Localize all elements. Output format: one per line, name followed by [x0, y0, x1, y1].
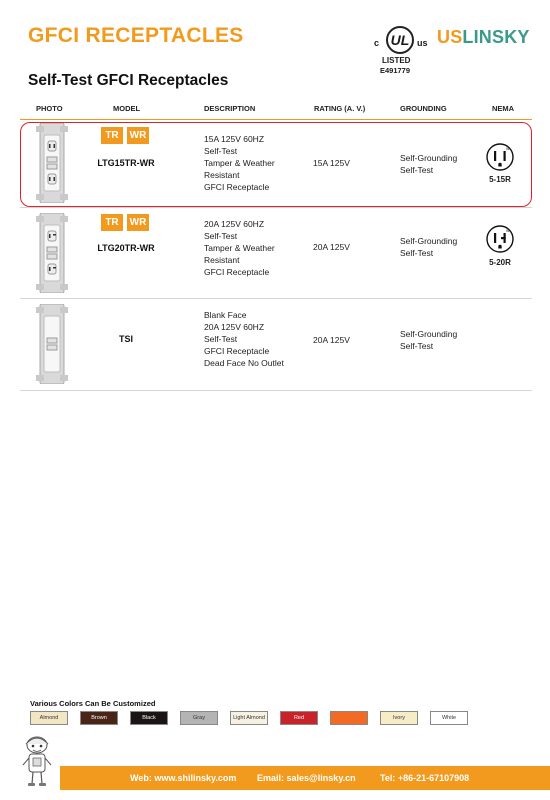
footer-phone: Tel: +86-21-67107908: [380, 773, 470, 783]
grounding-cell: [400, 328, 457, 352]
color-swatch: Almond: [30, 711, 68, 725]
header-photo: PHOTO: [36, 104, 63, 113]
color-swatch: Light Almond: [230, 711, 268, 725]
weather-resistant-badge: WR: [127, 214, 149, 231]
description-line: Self-Test: [204, 146, 238, 156]
svg-text:W: W: [506, 228, 510, 233]
rating-cell: 20A 125V: [313, 242, 350, 252]
model-number: LTG15TR-WR: [97, 158, 155, 168]
nema-code: 5-20R: [489, 258, 511, 267]
table-row: [20, 299, 532, 391]
description-line: Blank Face: [204, 310, 247, 320]
description-line: GFCI Receptacle: [204, 182, 270, 192]
colors-title: Various Colors Can Be Customized: [30, 699, 156, 708]
brand-logo: [437, 27, 530, 48]
grounding-line: Self-Test: [400, 248, 434, 258]
grounding-cell: [400, 235, 457, 259]
gfci-receptacle-photo: [34, 213, 70, 293]
gfci-receptacle-photo: [34, 123, 70, 203]
color-swatch: Red: [280, 711, 318, 725]
ul-file-number: E491779: [380, 66, 411, 75]
grounding-line: Self-Grounding: [400, 329, 458, 339]
brand-part-linsky: LINSKY: [462, 27, 530, 47]
description-cell: [204, 133, 275, 193]
grounding-line: Self-Test: [400, 341, 434, 351]
grounding-line: Self-Test: [400, 165, 434, 175]
tamper-resistant-badge: TR: [101, 214, 123, 231]
description-line: Resistant: [204, 255, 240, 265]
color-swatch: Black: [130, 711, 168, 725]
nema-code: 5-15R: [489, 175, 511, 184]
product-table: [20, 98, 532, 391]
ul-us-label: us: [417, 38, 428, 48]
description-line: Resistant: [204, 170, 240, 180]
color-swatch: Gray: [180, 711, 218, 725]
page-title: GFCI RECEPTACLES: [28, 24, 244, 47]
mascot-illustration: [20, 734, 54, 788]
color-swatch: Brown: [80, 711, 118, 725]
grounding-cell: [400, 152, 457, 176]
description-line: 20A 125V 60HZ: [204, 219, 265, 229]
table-header: [20, 98, 532, 120]
header-model: MODEL: [113, 104, 141, 113]
header-grounding: GROUNDING: [400, 104, 447, 113]
tamper-resistant-badge: TR: [101, 127, 123, 144]
color-swatches: [30, 711, 468, 725]
header-rating: RATING (A. V.): [314, 104, 366, 113]
description-line: 20A 125V 60HZ: [204, 322, 265, 332]
description-line: 15A 125V 60HZ: [204, 134, 265, 144]
brand-part-us: US: [437, 27, 463, 47]
model-number: LTG20TR-WR: [97, 243, 155, 253]
nema-5-15r-outlet-icon: [485, 142, 515, 172]
table-row: [20, 120, 532, 208]
color-swatch: White: [430, 711, 468, 725]
nema-5-20r-outlet-icon: [485, 224, 515, 254]
rating-cell: 15A 125V: [313, 158, 350, 168]
description-line: GFCI Receptacle: [204, 267, 270, 277]
section-subtitle: Self-Test GFCI Receptacles: [28, 72, 229, 89]
description-cell: [204, 218, 275, 278]
rating-cell: 20A 125V: [313, 335, 350, 345]
table-row: [20, 208, 532, 299]
description-line: Tamper & Weather: [204, 243, 275, 253]
footer-email: Email: sales@linsky.cn: [257, 773, 356, 783]
header-nema: NEMA: [492, 104, 515, 113]
description-line: Self-Test: [204, 334, 238, 344]
blank-face-gfci-photo: [34, 304, 70, 384]
weather-resistant-badge: WR: [127, 127, 149, 144]
badge-group: [101, 214, 149, 231]
ul-logo-icon: UL: [386, 26, 414, 54]
description-line: Self-Test: [204, 231, 238, 241]
badge-group: [101, 127, 149, 144]
ul-c-label: c: [374, 38, 380, 48]
description-line: Tamper & Weather: [204, 158, 275, 168]
description-line: Dead Face No Outlet: [204, 358, 284, 368]
description-cell: [204, 309, 284, 369]
footer-web: Web: www.shilinsky.com: [130, 773, 237, 783]
grounding-line: Self-Grounding: [400, 153, 458, 163]
ul-listed-mark: [372, 26, 434, 80]
svg-text:W: W: [506, 146, 510, 151]
color-swatch: Ivory: [380, 711, 418, 725]
ul-listed-label: LISTED: [382, 56, 411, 65]
grounding-line: Self-Grounding: [400, 236, 458, 246]
model-number: TSI: [118, 334, 133, 344]
footer-bar: [60, 766, 550, 790]
description-line: GFCI Receptacle: [204, 346, 270, 356]
color-swatch: [330, 711, 368, 725]
header-description: DESCRIPTION: [204, 104, 256, 113]
